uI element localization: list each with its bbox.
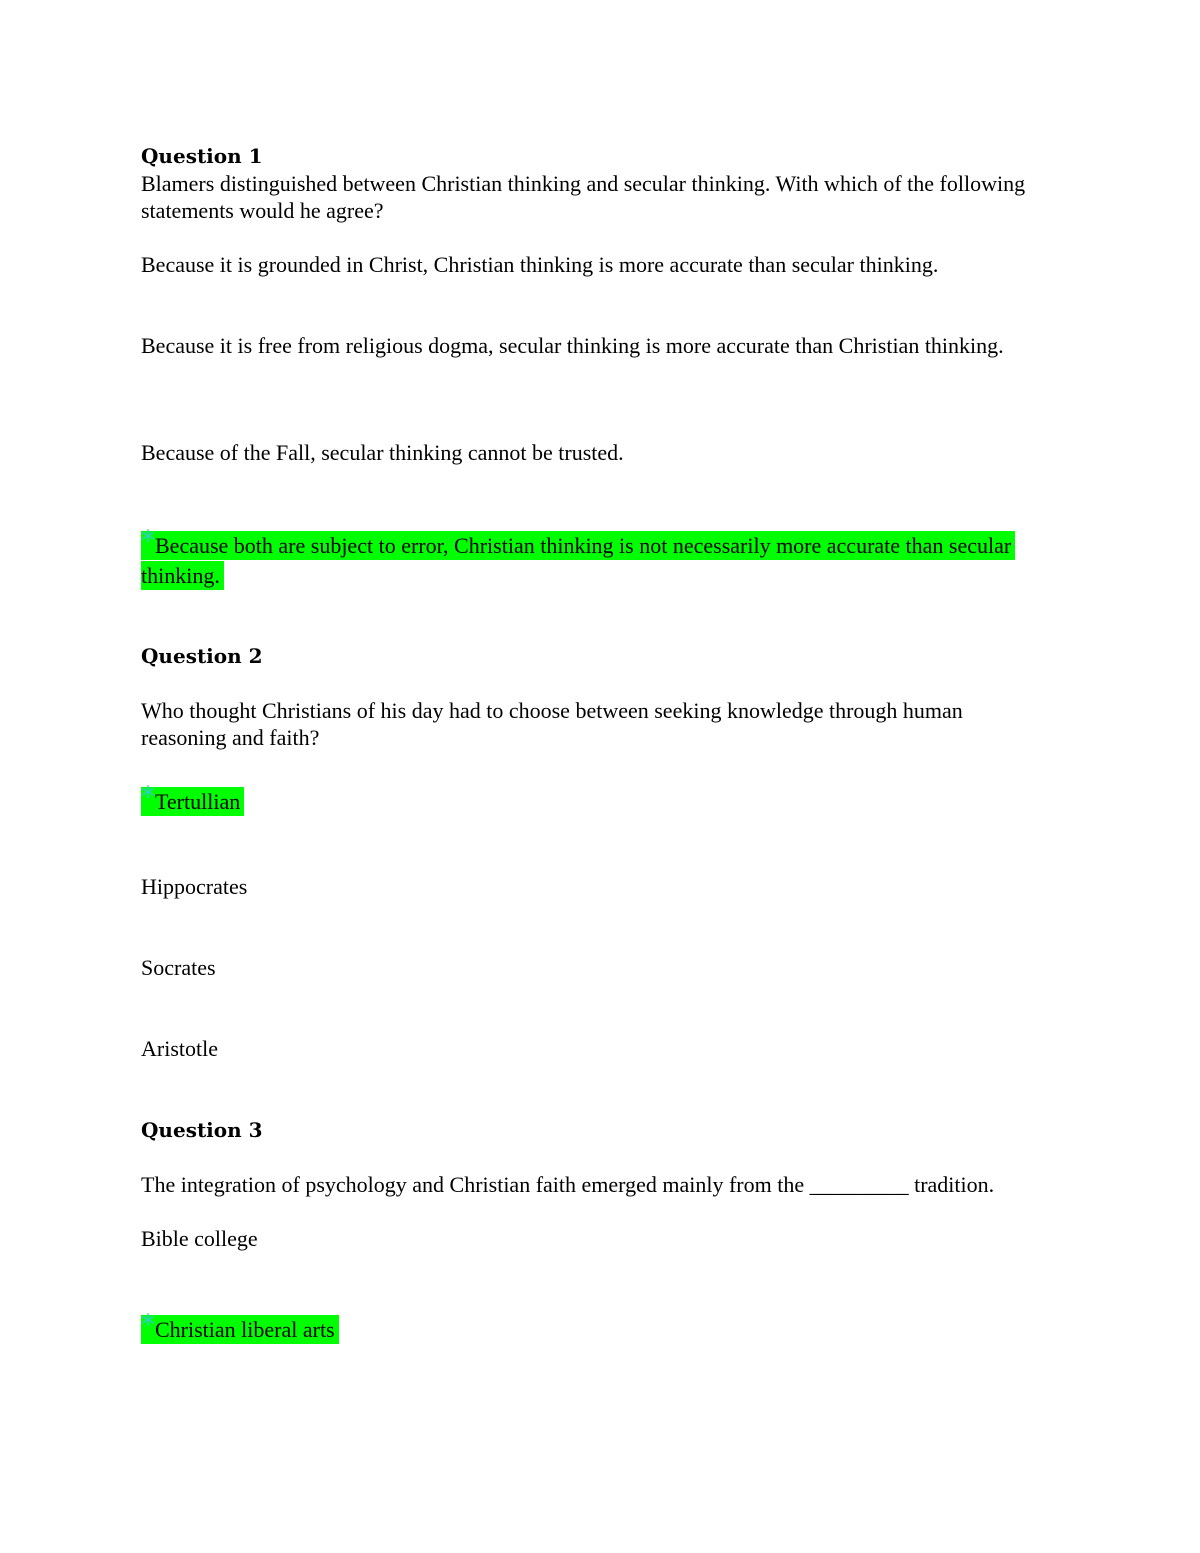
question-1-title: Question 1: [141, 144, 263, 168]
question-1-option-3: Because of the Fall, secular thinking cannot be trusted.: [141, 440, 624, 465]
question-3-option-2: Christian liberal arts: [155, 1317, 335, 1342]
question-1-option-4-correct: [141, 524, 1021, 591]
question-2-option-1-correct: [141, 780, 1021, 817]
question-1-option-2: Because it is free from religious dogma, secular thinking is more accurate than Christian thinking.: [141, 333, 1004, 358]
question-2-prompt: Who thought Christians of his day had to choose between seeking knowledge through human reasoning and faith?: [141, 698, 963, 750]
question-1-option-4: Because both are subject to error, Christian thinking is not necessarily more accurate than secular thinking.: [141, 533, 1012, 588]
correct-marker-icon: *: [141, 780, 155, 813]
correct-answer-highlight: [141, 780, 244, 816]
correct-answer-highlight: [141, 524, 1015, 590]
question-3-option-2-correct: [141, 1308, 1021, 1345]
question-2-title: Question 2: [141, 644, 263, 668]
question-3-option-1: Bible college: [141, 1226, 258, 1251]
question-2-option-1: Tertullian: [155, 789, 241, 814]
question-2-option-2: Hippocrates: [141, 874, 248, 899]
question-3-prompt: The integration of psychology and Christian faith emerged mainly from the _________ tradition.: [141, 1172, 995, 1197]
question-1-prompt: Blamers distinguished between Christian thinking and secular thinking. With which of the following statements would he agree?: [141, 171, 1026, 223]
question-2-option-3: Socrates: [141, 955, 216, 980]
question-1-option-1: Because it is grounded in Christ, Christian thinking is more accurate than secular thinking.: [141, 252, 939, 277]
correct-marker-icon: *: [141, 524, 155, 557]
question-2-option-4: Aristotle: [141, 1036, 218, 1061]
correct-answer-highlight: [141, 1308, 339, 1344]
question-3-title: Question 3: [141, 1118, 263, 1142]
correct-marker-icon: *: [141, 1308, 155, 1341]
